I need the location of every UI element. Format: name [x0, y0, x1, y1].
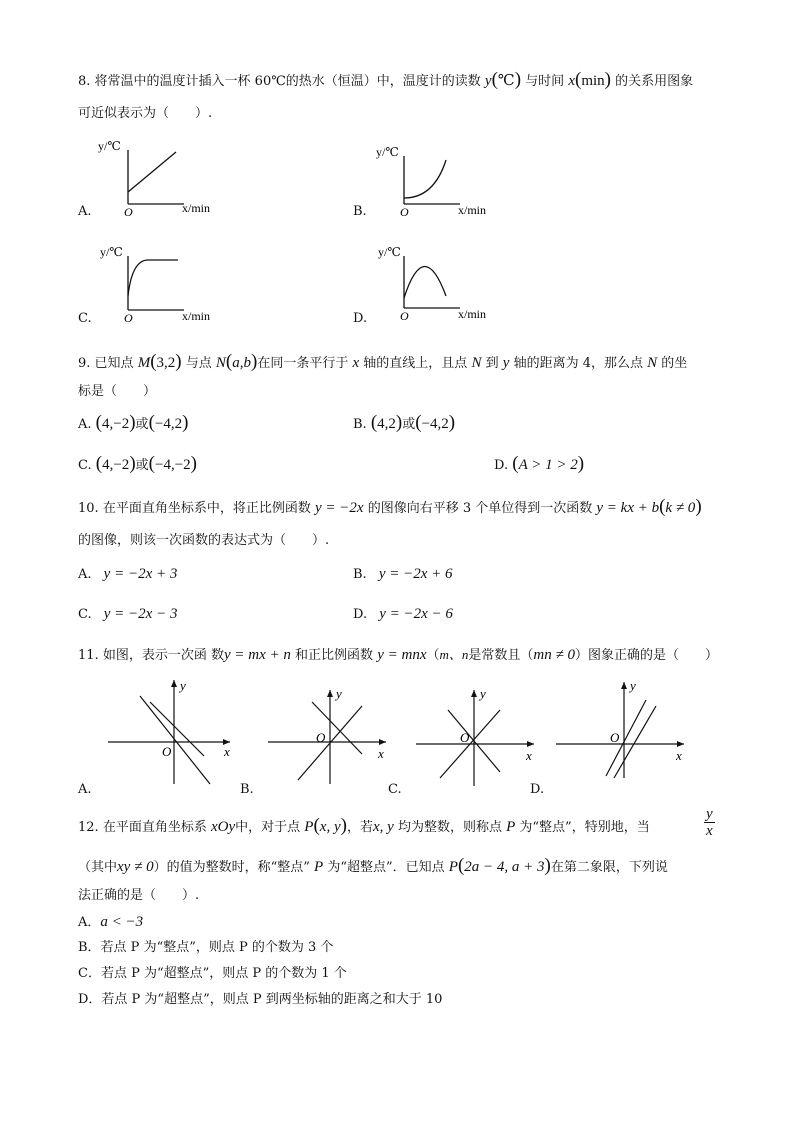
q10-option-d-label: D. — [353, 607, 368, 622]
q10-text2: 的图像向右平移 3 个单位得到一次函数 — [367, 501, 593, 516]
q12-line2a: （其中 — [78, 860, 118, 875]
q11-graph-c-xlabel: x — [526, 748, 532, 763]
q12-line2d: 在第二象限，下列说 — [550, 860, 668, 875]
q8-graph-a-curve — [128, 152, 176, 192]
q12-stem-line2: （其中xy ≠ 0）的值为整数时，称“整点” P 为“超整点”．已知点 P(2a − 4, a + 3)在第二象限，下列说 — [78, 855, 668, 876]
q8-graph-b — [372, 136, 532, 226]
q9-x-var: x — [352, 355, 360, 371]
q9-point-n2: N — [471, 355, 482, 371]
q9-option-c: C. (4,−2)或(−4,−2) — [78, 453, 197, 474]
q9-text-f: 轴的距离为 4，那么点 — [513, 356, 643, 371]
q8-y-unit: ℃ — [497, 73, 515, 89]
q11-text4: 是常数且（ — [468, 648, 534, 663]
q9-option-b-label: B. — [353, 417, 367, 432]
q11-graph-c-origin: O — [460, 730, 470, 745]
q12-point-p2: P — [506, 819, 516, 835]
q8-graph-d-ylabel: y/℃ — [378, 245, 401, 259]
q8-option-d-label: D. — [353, 311, 368, 326]
q9-option-c-or: 或 — [135, 458, 149, 473]
q9-option-d-expr: A > 1 > 2 — [518, 457, 578, 473]
q9-text-e: 到 — [485, 356, 499, 371]
q9-y-var: y — [502, 355, 510, 371]
q9-number: 9. — [78, 356, 91, 371]
q11-graph-b-origin: O — [316, 730, 326, 745]
q11-graph-c — [410, 688, 540, 788]
q10-option-d — [353, 604, 453, 625]
q11-graph-b-xlabel: x — [378, 746, 384, 761]
q12-option-b: B．若点 P 为“整点”，则点 P 的个数为 3 个 — [78, 940, 334, 955]
q10-text1: 在平面直角坐标系中，将正比例函数 — [102, 501, 311, 516]
q10-option-a-expr: y = −2x + 3 — [103, 566, 178, 582]
q9-stem-line2: 标是（ ） — [78, 384, 157, 399]
q11-text1b: 数 — [210, 648, 224, 663]
q11-graph-c-ylabel: y — [480, 688, 486, 701]
q11-text5: ）图象正确的是（ ） — [574, 648, 718, 663]
q8-stem-line1: 8. 将常温中的温度计插入一杯 60℃的热水（恒温）中，温度计的读数 y(℃) 与时间 x(min) 的关系用图象 — [78, 69, 694, 90]
q11-graph-d-xlabel: x — [676, 748, 682, 763]
q12-text3: ，若 — [346, 820, 373, 835]
q12-text5: 为“整点”，特别地，当 — [519, 820, 650, 835]
q12-xy: x, y — [372, 819, 394, 835]
q9-option-c-p1: 4,−2 — [102, 457, 130, 473]
q9-point-n-coord: a,b — [232, 355, 251, 371]
q11-eq2: y = mnx — [377, 647, 427, 663]
q12-point-p4-coord: 2a − 4, a + 3 — [464, 859, 545, 875]
q9-text-c: 在同一条平行于 — [257, 356, 349, 371]
q10-option-a-label: A. — [78, 567, 92, 582]
q8-text2: 与时间 — [525, 74, 565, 89]
q12-stem-line3: 法正确的是（ ）. — [78, 888, 200, 903]
q11-graph-d — [550, 680, 690, 780]
q12-option-c: C．若点 P 为“超整点”，则点 P 的个数为 1 个 — [78, 966, 347, 981]
q9-stem-line1: 9. 已知点 M(3,2) 与点 N(a,b)在同一条平行于 x 轴的直线上，且点 N 到 y 轴的距离为 4，那么点 N 的坐 — [78, 351, 688, 372]
q8-stem-line2: 可近似表示为（ ）. — [78, 106, 213, 121]
q10-stem-line1: 10. 在平面直角坐标系中，将正比例函数 y = −2x 的图像向右平移 3 个单位得到一次函数 y = kx + b(k ≠ 0) — [78, 496, 702, 517]
q9-point-n: N — [215, 355, 226, 371]
q10-option-c-label: C. — [78, 607, 92, 622]
q8-graph-d-xlabel: x/min — [458, 307, 487, 321]
q9-text-g: 的坐 — [661, 356, 688, 371]
q10-eq1: y = −2x — [314, 500, 364, 516]
q12-line2-cond: xy ≠ 0 — [117, 859, 154, 875]
q11-graph-b-line1 — [312, 702, 362, 754]
q9-option-c-p2: −4,−2 — [154, 457, 191, 473]
q8-graph-b-xlabel: x/min — [458, 203, 487, 217]
q9-option-b-p1: 4,2 — [377, 416, 396, 432]
q8-graph-b-curve — [404, 160, 446, 198]
q9-option-a-label: A. — [78, 417, 92, 432]
q8-graph-d — [372, 240, 532, 330]
q12-option-a — [78, 912, 143, 933]
q12-option-d: D．若点 P 为“超整点”，则点 P 到两坐标轴的距离之和大于 10 — [78, 992, 443, 1007]
q8-graph-c-xlabel: x/min — [182, 309, 211, 323]
q12-number: 12. — [78, 820, 99, 835]
q12-text2: 中，对于点 — [235, 820, 301, 835]
q9-option-b-or: 或 — [402, 417, 416, 432]
q10-option-a — [78, 564, 177, 585]
q12-xoy: xOy — [210, 819, 236, 835]
q9-option-a-p1: 4,−2 — [102, 416, 130, 432]
q8-graph-d-origin: O — [400, 309, 409, 323]
q8-graph-c-ylabel: y/℃ — [100, 245, 123, 259]
q12-fraction-denominator: x — [706, 823, 713, 839]
q11-graph-b — [262, 688, 392, 788]
q12-text4: 均为整数，则称点 — [397, 820, 502, 835]
q12-point-p4: P — [448, 859, 458, 875]
q9-text-d: 轴的直线上，且点 — [363, 356, 468, 371]
q11-option-b-label: B. — [240, 782, 254, 797]
q11-graph-a-origin: O — [162, 744, 172, 759]
q11-text1: 如图，表示一次函 — [102, 648, 207, 663]
q12-option-a-label: A． — [78, 915, 101, 930]
q11-graph-d-ylabel: y — [630, 680, 636, 693]
q12-fraction — [704, 806, 715, 839]
q11-option-d-label: D. — [530, 782, 545, 797]
q12-point-p3: P — [314, 859, 324, 875]
q8-option-b-label: B. — [353, 204, 367, 219]
q12-line2b: ）的值为整数时，称“整点” — [153, 860, 310, 875]
q12-option-a-expr: a < −3 — [100, 914, 144, 930]
q11-mn: m、n — [439, 647, 469, 662]
q8-y-var: y — [484, 73, 492, 89]
q11-text3: （ — [426, 648, 440, 663]
q8-graph-b-ylabel: y/℃ — [376, 145, 399, 159]
q8-number: 8. — [78, 74, 91, 89]
q11-stem — [78, 645, 718, 666]
q12-point-p: P — [304, 819, 314, 835]
q9-option-d-label: D. — [494, 458, 509, 473]
q9-option-d: D. (A > 1 > 2) — [494, 453, 585, 474]
q9-text-a: 已知点 — [94, 356, 134, 371]
q11-number: 11. — [78, 648, 99, 663]
q11-graph-a-ylabel: y — [180, 678, 186, 693]
q11-graph-b-ylabel: y — [336, 688, 342, 701]
q8-graph-c-origin: O — [124, 311, 133, 325]
q12-point-p-coord: x, y — [319, 819, 341, 835]
q10-option-c-expr: y = −2x − 3 — [103, 606, 178, 622]
q8-graph-b-origin: O — [400, 205, 409, 219]
q8-graph-a-xlabel: x/min — [182, 201, 211, 215]
q8-graph-c — [96, 240, 256, 330]
q11-cond: mn ≠ 0 — [533, 647, 575, 663]
q11-text2: 和正比例函数 — [295, 648, 374, 663]
q11-graph-d-origin: O — [610, 730, 620, 745]
q9-option-b: B. (4,2)或(−4,2) — [353, 412, 456, 433]
q10-option-c — [78, 604, 177, 625]
q11-option-c-label: C. — [388, 782, 402, 797]
q9-option-b-p2: −4,2 — [421, 416, 449, 432]
q9-point-m: M — [137, 355, 151, 371]
q8-x-unit: min — [581, 73, 605, 89]
q8-graph-a — [96, 136, 256, 226]
q11-graph-a-xlabel: x — [224, 744, 230, 759]
q11-graph-d-line2 — [614, 706, 656, 778]
q9-text-b: 与点 — [185, 356, 212, 371]
q9-option-a: A. (4,−2)或(−4,2) — [78, 412, 189, 433]
q10-option-b-label: B. — [353, 567, 367, 582]
q9-point-n3: N — [647, 355, 658, 371]
q8-option-a-label: A. — [78, 204, 92, 219]
q12-fraction-numerator: y — [706, 806, 713, 822]
q9-option-a-p2: −4,2 — [154, 416, 183, 432]
q8-text1: 将常温中的温度计插入一杯 60℃的热水（恒温）中，温度计的读数 — [94, 74, 481, 89]
q8-option-c-label: C. — [78, 311, 92, 326]
q11-graph-a — [100, 676, 240, 786]
q11-graph-a-line1 — [140, 696, 210, 784]
q12-text1: 在平面直角坐标系 — [102, 820, 207, 835]
q10-number: 10. — [78, 501, 99, 516]
q10-eq2: y = kx + b — [596, 500, 660, 516]
q8-text3: 的关系用图象 — [615, 74, 694, 89]
q12-stem-line1: 12. 在平面直角坐标系 xOy中，对于点 P(x, y)，若x, y 均为整数，则称点 P 为“整点”，特别地，当 — [78, 815, 650, 836]
q8-graph-a-ylabel: y/℃ — [98, 139, 121, 153]
q9-point-m-coord: 3,2 — [156, 355, 176, 371]
q8-graph-c-curve — [128, 260, 178, 296]
q10-option-b — [353, 564, 453, 585]
q11-graph-a-line2 — [150, 702, 204, 756]
q10-option-d-expr: y = −2x − 6 — [379, 606, 453, 622]
q10-option-b-expr: y = −2x + 6 — [378, 566, 453, 582]
q8-graph-d-curve — [404, 266, 446, 298]
q10-cond: k ≠ 0 — [665, 500, 696, 516]
q9-option-c-label: C. — [78, 458, 92, 473]
q9-option-a-or: 或 — [135, 417, 149, 432]
q11-option-a-label: A. — [78, 782, 92, 797]
q10-stem-line2: 的图像，则该一次函数的表达式为（ ）. — [78, 533, 330, 548]
q8-x-var: x — [568, 73, 575, 89]
q11-eq1: y = mx + n — [224, 647, 291, 663]
q12-line2c: 为“超整点”．已知点 — [327, 860, 445, 875]
q8-graph-a-origin: O — [124, 205, 133, 219]
